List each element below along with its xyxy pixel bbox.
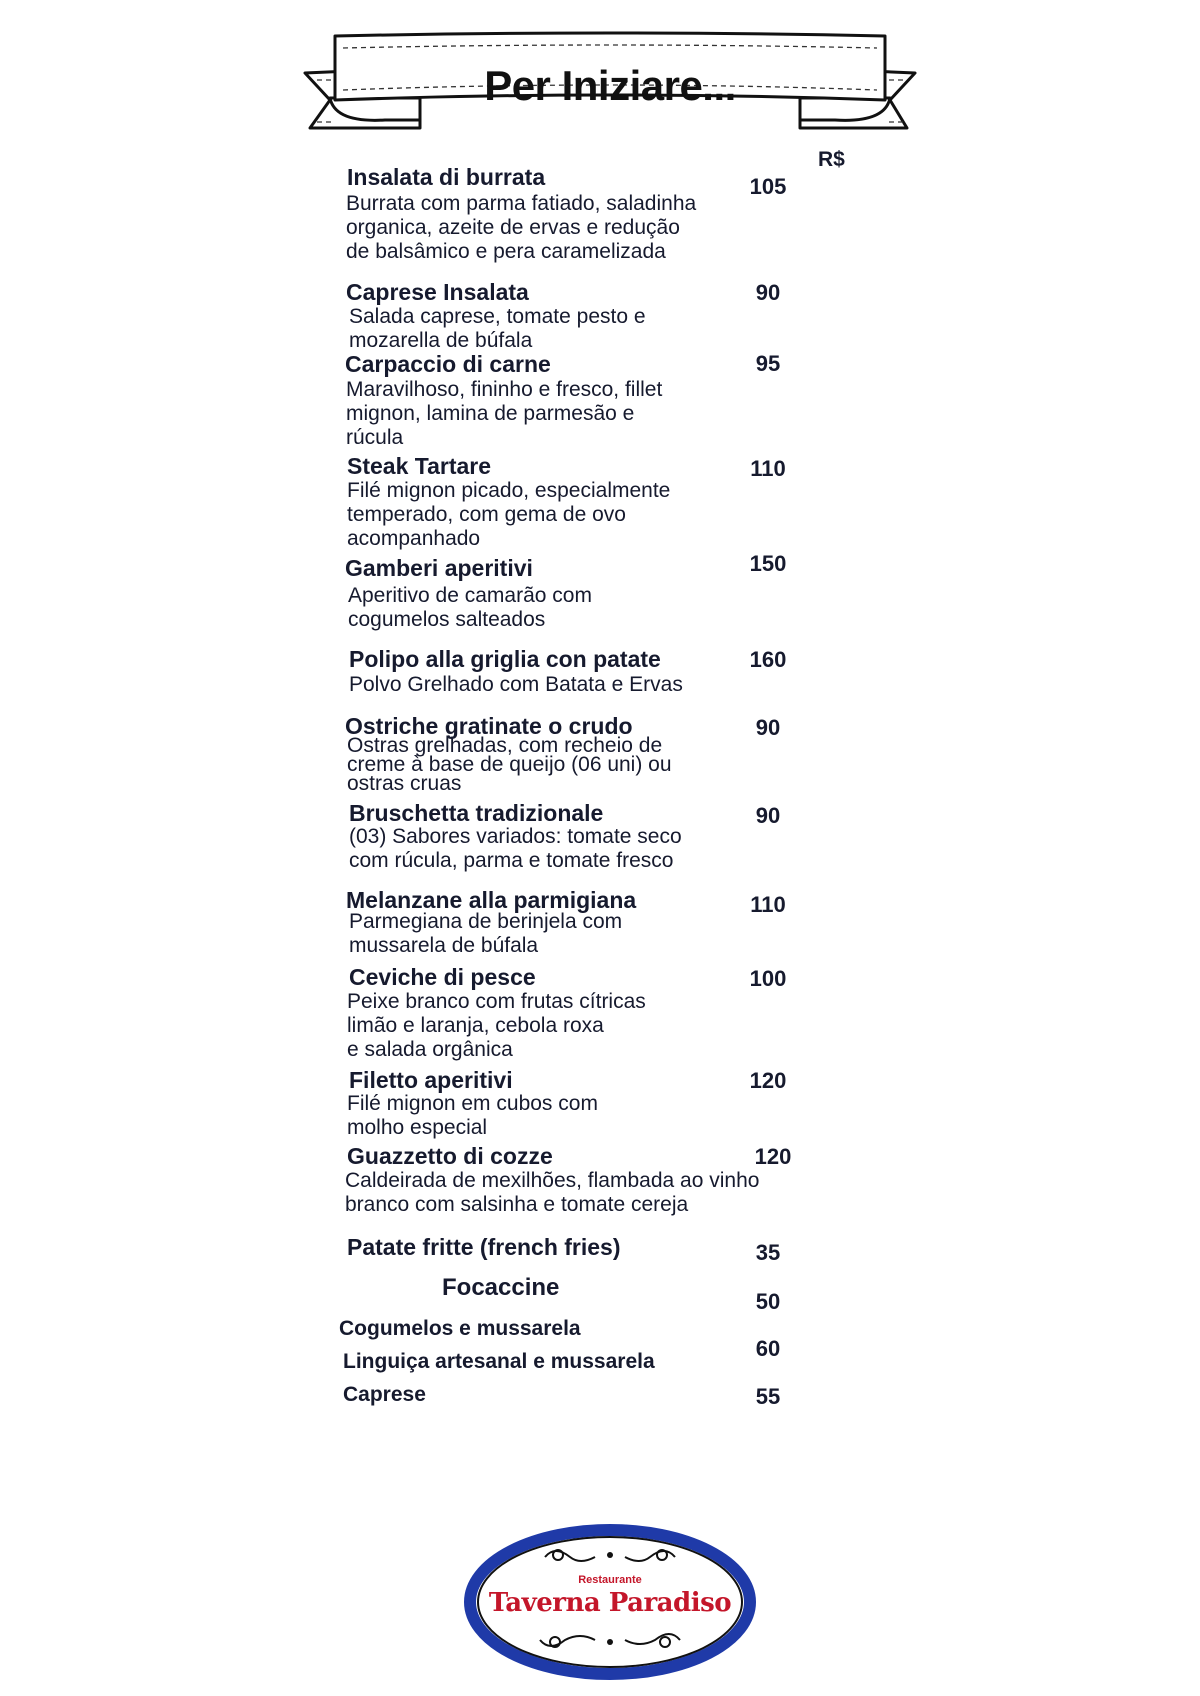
description-line: Salada caprese, tomate pesto e: [349, 305, 646, 328]
description-line: mozarella de búfala: [349, 329, 533, 352]
description-line: limão e laranja, cebola roxa: [347, 1014, 604, 1037]
item-description: [348, 584, 592, 632]
description-line: rúcula: [346, 426, 404, 449]
item-price: 90: [755, 803, 781, 828]
item-price: 150: [749, 551, 787, 576]
item-name: Ostriche gratinate o crudo: [345, 713, 633, 739]
item-price: 110: [750, 892, 786, 917]
description-line: Aperitivo de camarão com: [348, 584, 592, 607]
page-title: Per Iniziare...: [484, 62, 736, 109]
title-banner: [295, 28, 925, 138]
description-line: Caldeirada de mexilhões, flambada ao vinho: [345, 1169, 760, 1192]
item-description: [349, 825, 682, 873]
item-description: [349, 305, 646, 353]
item-price: 100: [749, 966, 787, 991]
item-name: Guazzetto di cozze: [347, 1143, 553, 1169]
item-name: Polipo alla griglia con patate: [349, 646, 661, 672]
description-line: temperado, com gema de ovo: [347, 503, 626, 526]
item-price: 105: [749, 174, 787, 199]
description-line: Parmegiana de berinjela com: [349, 910, 623, 933]
logo-name: Taverna Paradiso: [488, 1588, 732, 1618]
description-line: mussarela de búfala: [349, 934, 539, 957]
item-price: 50: [755, 1289, 781, 1314]
item-price: 60: [755, 1336, 781, 1361]
item-description: [347, 479, 670, 551]
item-price: 120: [754, 1144, 792, 1169]
item-price: 35: [755, 1240, 781, 1265]
description-line: Filé mignon em cubos com: [347, 1092, 598, 1115]
item-description: [347, 990, 646, 1062]
description-line: com rúcula, parma e tomate fresco: [349, 849, 674, 872]
item-price: 120: [749, 1068, 787, 1093]
section-title: Focaccine: [442, 1274, 560, 1301]
item-price: 95: [755, 351, 781, 376]
item-name: Melanzane alla parmigiana: [346, 887, 637, 913]
description-line: Polvo Grelhado com Batata e Ervas: [349, 673, 683, 696]
description-line: acompanhado: [347, 527, 481, 550]
item-name: Cogumelos e mussarela: [339, 1317, 581, 1340]
item-name: Patate fritte (french fries): [347, 1234, 621, 1260]
item-name: Ceviche di pesce: [349, 964, 536, 990]
item-name: Gamberi aperitivi: [345, 555, 533, 581]
item-price: 55: [755, 1384, 781, 1409]
description-line: ostras cruas: [347, 772, 462, 795]
description-line: branco com salsinha e tomate cereja: [345, 1193, 689, 1216]
description-line: cogumelos salteados: [348, 608, 546, 631]
item-name: Caprese: [343, 1383, 426, 1406]
logo-subtitle: Restaurante: [578, 1574, 642, 1586]
item-name: Caprese Insalata: [346, 279, 529, 305]
description-line: Peixe branco com frutas cítricas: [347, 990, 646, 1013]
restaurant-logo: [460, 1522, 760, 1682]
description-line: Maravilhoso, fininho e fresco, fillet: [346, 378, 663, 401]
item-price: 90: [755, 280, 781, 305]
currency-label: R$: [818, 148, 845, 171]
item-description: [346, 378, 662, 450]
description-line: Filé mignon picado, especialmente: [347, 479, 671, 502]
item-name: Linguiça artesanal e mussarela: [343, 1350, 655, 1373]
description-line: Burrata com parma fatiado, saladinha: [346, 192, 697, 215]
item-price: 110: [750, 456, 786, 481]
item-name: Filetto aperitivi: [349, 1067, 513, 1093]
description-line: de balsâmico e pera caramelizada: [346, 240, 666, 263]
item-name: Insalata di burrata: [347, 164, 546, 190]
description-line: e salada orgânica: [347, 1038, 513, 1061]
item-description: [349, 910, 622, 958]
item-description: [349, 673, 683, 697]
item-description: [345, 1169, 759, 1217]
description-line: molho especial: [347, 1116, 488, 1139]
description-line: Ostras grelhadas, com recheio de: [347, 734, 663, 757]
description-line: creme à base de queijo (06 uni) ou: [347, 753, 672, 776]
item-description: [347, 736, 672, 793]
item-description: [346, 192, 696, 264]
item-description: [347, 1092, 598, 1140]
item-name: Bruschetta tradizionale: [349, 800, 604, 826]
description-line: organica, azeite de ervas e redução: [346, 216, 680, 239]
description-line: mignon, lamina de parmesão e: [346, 402, 635, 425]
item-name: Steak Tartare: [347, 453, 492, 479]
description-line: (03) Sabores variados: tomate seco: [349, 825, 682, 848]
item-price: 160: [749, 647, 787, 672]
item-price: 90: [755, 715, 781, 740]
item-name: Carpaccio di carne: [345, 351, 551, 377]
